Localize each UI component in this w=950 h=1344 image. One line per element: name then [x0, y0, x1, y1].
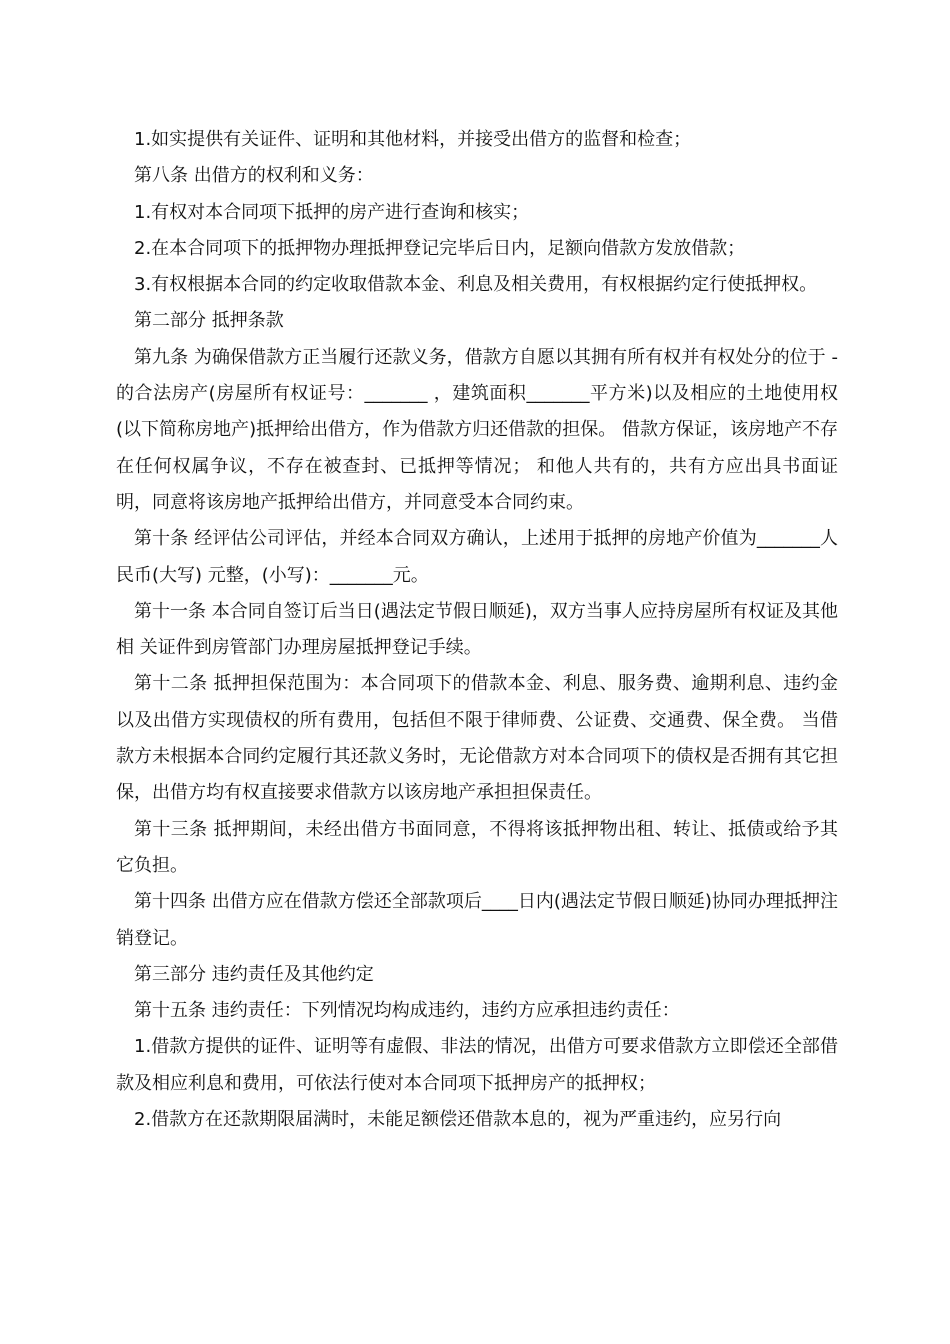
section-heading: 第三部分 违约责任及其他约定 — [134, 963, 374, 985]
article-heading: 第十五条 违约责任：下列情况均构成违约，违约方应承担违约责任： — [134, 1000, 680, 1022]
paragraph: 2.借款方在还款期限届满时，未能足额偿还借款本息的，视为严重违约，应另行向 — [134, 1109, 782, 1131]
paragraph: 第十二条 抵押担保范围为：本合同项下的借款本金、利息、服务费、逾期利息、违约金以及出借方实现债权的所有费用，包括但不限于律师费、公证费、交通费、保全费。 当借款方未根据本合同约定履行其还款义务时，无论借款方对本合同项下的债权是否拥有其它担保，出借方均有权直接要求借款方以该房地产承担担保责任。 — [116, 673, 838, 804]
document-body — [116, 122, 838, 1138]
paragraph: 第十一条 本合同自签订后当日(遇法定节假日顺延)，双方当事人应持房屋所有权证及其他相 关证件到房管部门办理房屋抵押登记手续。 — [116, 600, 838, 659]
paragraph: 1.有权对本合同项下抵押的房产进行查询和核实； — [134, 201, 530, 223]
paragraph: 第十三条 抵押期间，未经出借方书面同意，不得将该抵押物出租、转让、抵债或给予其它负担。 — [116, 818, 838, 876]
paragraph: 2.在本合同项下的抵押物办理抵押登记完毕后日内，足额向借款方发放借款； — [134, 237, 746, 259]
section-heading: 第二部分 抵押条款 — [134, 310, 284, 332]
article-heading: 第八条 出借方的权利和义务： — [134, 165, 374, 187]
paragraph: 3.有权根据本合同的约定收取借款本金、利息及相关费用，有权根据约定行使抵押权。 — [134, 274, 818, 296]
paragraph: 第十条 经评估公司评估，并经本合同双方确认，上述用于抵押的房地产价值为_______人民币(大写) 元整，(小写)：_______元。 — [116, 528, 838, 586]
paragraph: 1.借款方提供的证件、证明等有虚假、非法的情况，出借方可要求借款方立即偿还全部借款及相应利息和费用，可依法行使对本合同项下抵押房产的抵押权； — [116, 1036, 838, 1094]
paragraph: 第十四条 出借方应在借款方偿还全部款项后____日内(遇法定节假日顺延)协同办理抵押注销登记。 — [116, 891, 838, 949]
paragraph: 1.如实提供有关证件、证明和其他材料，并接受出借方的监督和检查； — [134, 129, 692, 150]
paragraph: 第九条 为确保借款方正当履行还款义务，借款方自愿以其拥有所有权并有权处分的位于 -的合法房产(房屋所有权证号：_______ ，建筑面积_______平方米)以及相应的土地使用权(以下简称房地产)抵押给出借方，作为借款方归还借款的担保。 借款方保证，该房地产不存在任何权属争议，不存在被查封、已抵押等情况； 和他人共有的，共有方应出具书面证明，同意将该房地产抵押给出借方，并同意受本合同约束。 — [116, 346, 838, 513]
